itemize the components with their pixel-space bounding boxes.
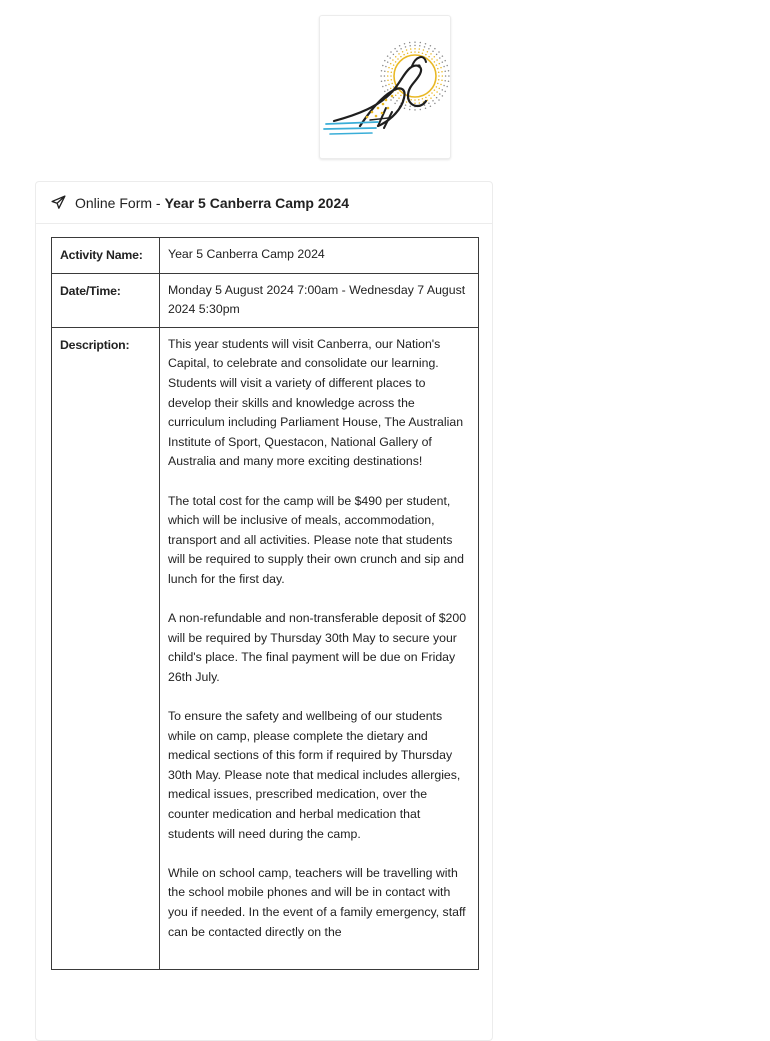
description-paragraph: A non-refundable and non-transferable deposit of $200 will be required by Thursday 30th May to secure your child's place. The final payment will be due on Friday 26th July. <box>168 611 467 684</box>
description-value <box>160 327 479 969</box>
description-paragraph: To ensure the safety and wellbeing of our students while on camp, please complete the dietary and medical sections of this form if required by Thursday 30th May. Please note that medical includes allergies, medical issues, prescribed medication, over the counter medication and herbal medication that students will need during the camp. <box>168 709 461 841</box>
table-row <box>52 238 479 274</box>
activity-name-label: Activity Name: <box>52 238 160 274</box>
activity-name-value: Year 5 Canberra Camp 2024 <box>160 238 479 274</box>
activity-details-table <box>51 237 479 970</box>
description-label: Description: <box>52 327 160 969</box>
form-header-prefix: Online Form - <box>75 194 161 211</box>
online-form-card <box>35 181 493 1041</box>
form-title: Year 5 Canberra Camp 2024 <box>164 194 350 211</box>
school-logo <box>319 15 451 159</box>
form-header <box>36 182 492 224</box>
description-paragraph: While on school camp, teachers will be travelling with the school mobile phones and will be in contact with you if needed. In the event of a family emergency, staff can be contacted directly on the <box>168 865 466 939</box>
school-logo-bird-sun-icon <box>320 16 450 158</box>
table-row <box>52 273 479 327</box>
description-paragraph: The total cost for the camp will be $490 per student, which will be inclusive of meals, accommodation, transport and all activities. Please note that students will be required to supply their own crunch and sip and lunch for the first day. <box>168 493 464 586</box>
paper-plane-icon <box>50 194 67 211</box>
datetime-value: Monday 5 August 2024 7:00am - Wednesday 7 August 2024 5:30pm <box>160 273 479 327</box>
datetime-label: Date/Time: <box>52 273 160 327</box>
sun-rays <box>380 41 449 110</box>
description-paragraph: This year students will visit Canberra, our Nation's Capital, to celebrate and consolidate our learning. Students will visit a variety of different places to develop their skills and knowledge across the curriculum including Parliament House, The Australian Institute of Sport, Questacon, National Gallery of Australia and many more exciting destinations! <box>168 336 464 469</box>
table-row <box>52 327 479 969</box>
